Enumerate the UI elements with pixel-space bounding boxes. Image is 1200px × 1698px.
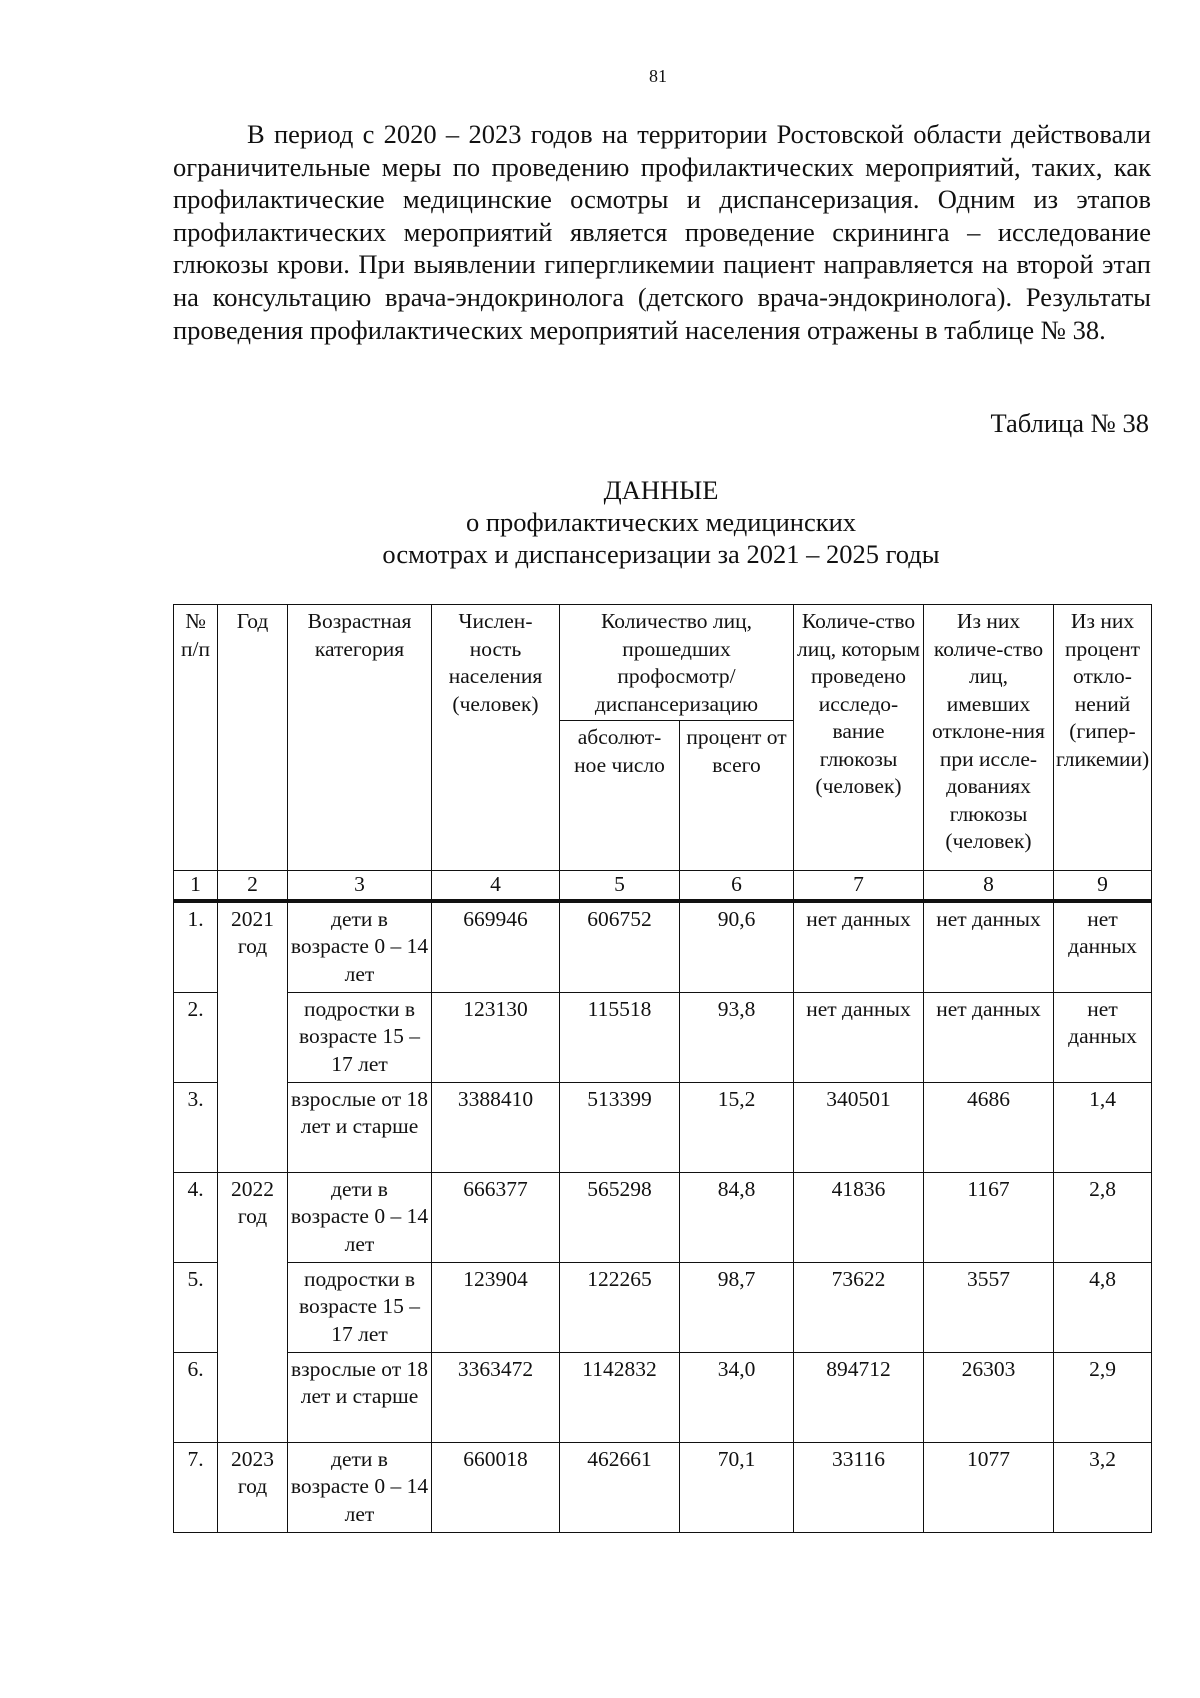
population-value: 660018 [432, 1442, 560, 1532]
age-category: дети в возрасте 0 – 14 лет [288, 1172, 432, 1262]
header-year: Год [218, 605, 288, 871]
age-category: дети в возрасте 0 – 14 лет [288, 1442, 432, 1532]
column-number: 9 [1054, 871, 1152, 901]
population-value: 666377 [432, 1172, 560, 1262]
population-value: 123130 [432, 992, 560, 1082]
absolute-value: 1142832 [560, 1352, 680, 1442]
column-number: 5 [560, 871, 680, 901]
year-cell: 2021 год [218, 901, 288, 1173]
deviations-value: 1077 [924, 1442, 1054, 1532]
column-number: 3 [288, 871, 432, 901]
row-num: 3. [174, 1082, 218, 1172]
row-num: 6. [174, 1352, 218, 1442]
deviations-value: 26303 [924, 1352, 1054, 1442]
population-value: 3363472 [432, 1352, 560, 1442]
title-line-1: ДАННЫЕ [603, 475, 719, 505]
header-persons-group: Количество лиц, прошедших профосмотр/ диспансеризацию [560, 605, 794, 721]
table-row [174, 1082, 1152, 1172]
population-value: 3388410 [432, 1082, 560, 1172]
percent-value: 90,6 [680, 901, 794, 993]
row-num: 1. [174, 901, 218, 993]
percent-value: 15,2 [680, 1082, 794, 1172]
glucose-value: 73622 [794, 1262, 924, 1352]
header-glucose-tested: Количе-ство лиц, которым проведено исследо-вание глюкозы (человек) [794, 605, 924, 871]
population-value: 123904 [432, 1262, 560, 1352]
page-number: 81 [649, 66, 667, 86]
glucose-value: 340501 [794, 1082, 924, 1172]
table-label: Таблица № 38 [990, 408, 1149, 438]
age-category: дети в возрасте 0 – 14 лет [288, 901, 432, 993]
absolute-value: 606752 [560, 901, 680, 993]
column-number: 7 [794, 871, 924, 901]
table-row [174, 992, 1152, 1082]
column-number-row [174, 871, 1152, 901]
table-row [174, 901, 1152, 993]
glucose-value: 33116 [794, 1442, 924, 1532]
deviation-percent-value: 2,9 [1054, 1352, 1152, 1442]
column-number: 6 [680, 871, 794, 901]
deviation-percent-value: 4,8 [1054, 1262, 1152, 1352]
header-deviations: Из них количе-ство лиц, имевших отклоне-ния при иссле-дованиях глюкозы (человек) [924, 605, 1054, 871]
table-row [174, 1352, 1152, 1442]
row-num: 7. [174, 1442, 218, 1532]
year-cell: 2022 год [218, 1172, 288, 1442]
population-value: 669946 [432, 901, 560, 993]
title-line-3: осмотрах и диспансеризации за 2021 – 2025 годы [382, 539, 940, 569]
absolute-value: 462661 [560, 1442, 680, 1532]
table-row [174, 1172, 1152, 1262]
deviation-percent-value: 3,2 [1054, 1442, 1152, 1532]
glucose-value: 894712 [794, 1352, 924, 1442]
row-num: 2. [174, 992, 218, 1082]
percent-value: 93,8 [680, 992, 794, 1082]
data-table [173, 604, 1152, 1533]
table-row [174, 1262, 1152, 1352]
deviation-percent-value: 1,4 [1054, 1082, 1152, 1172]
table-title [0, 474, 1200, 570]
percent-value: 70,1 [680, 1442, 794, 1532]
age-category: подростки в возрасте 15 – 17 лет [288, 992, 432, 1082]
percent-value: 34,0 [680, 1352, 794, 1442]
deviation-percent-value: 2,8 [1054, 1172, 1152, 1262]
column-number: 8 [924, 871, 1054, 901]
percent-value: 84,8 [680, 1172, 794, 1262]
header-row [174, 605, 1152, 721]
row-num: 4. [174, 1172, 218, 1262]
deviation-percent-value: нет данных [1054, 901, 1152, 993]
header-percent: процент от всего [680, 721, 794, 871]
column-number: 4 [432, 871, 560, 901]
deviations-value: нет данных [924, 901, 1054, 993]
deviations-value: 1167 [924, 1172, 1054, 1262]
header-num: № п/п [174, 605, 218, 871]
absolute-value: 115518 [560, 992, 680, 1082]
header-deviation-percent: Из них процент откло-нений (гипер-гликемии) [1054, 605, 1152, 871]
table-row [174, 1442, 1152, 1532]
age-category: взрослые от 18 лет и старше [288, 1082, 432, 1172]
deviations-value: нет данных [924, 992, 1054, 1082]
percent-value: 98,7 [680, 1262, 794, 1352]
row-num: 5. [174, 1262, 218, 1352]
absolute-value: 122265 [560, 1262, 680, 1352]
intro-paragraph: В период с 2020 – 2023 годов на территории Ростовской области действовали ограничительные меры по проведению профилактических мероприятий, таких, как профилактические медицинские осмотры и диспансеризация. Одним из этапов профилактических мероприятий является проведение скрининга – исследование глюкозы крови. При выявлении гипергликемии пациент направляется на второй этап на консультацию врача-эндокринолога (детского врача-эндокринолога). Результаты проведения профилактических мероприятий населения отражены в таблице № 38. [173, 119, 1151, 345]
title-line-2: о профилактических медицинских [465, 507, 857, 537]
header-absolute: абсолют-ное число [560, 721, 680, 871]
column-number: 1 [174, 871, 218, 901]
age-category: взрослые от 18 лет и старше [288, 1352, 432, 1442]
header-population: Числен-ность населения (человек) [432, 605, 560, 871]
glucose-value: нет данных [794, 992, 924, 1082]
deviations-value: 4686 [924, 1082, 1054, 1172]
age-category: подростки в возрасте 15 – 17 лет [288, 1262, 432, 1352]
deviations-value: 3557 [924, 1262, 1054, 1352]
deviation-percent-value: нет данных [1054, 992, 1152, 1082]
header-age-category: Возрастная категория [288, 605, 432, 871]
column-number: 2 [218, 871, 288, 901]
glucose-value: нет данных [794, 901, 924, 993]
absolute-value: 565298 [560, 1172, 680, 1262]
absolute-value: 513399 [560, 1082, 680, 1172]
glucose-value: 41836 [794, 1172, 924, 1262]
year-cell: 2023 год [218, 1442, 288, 1532]
